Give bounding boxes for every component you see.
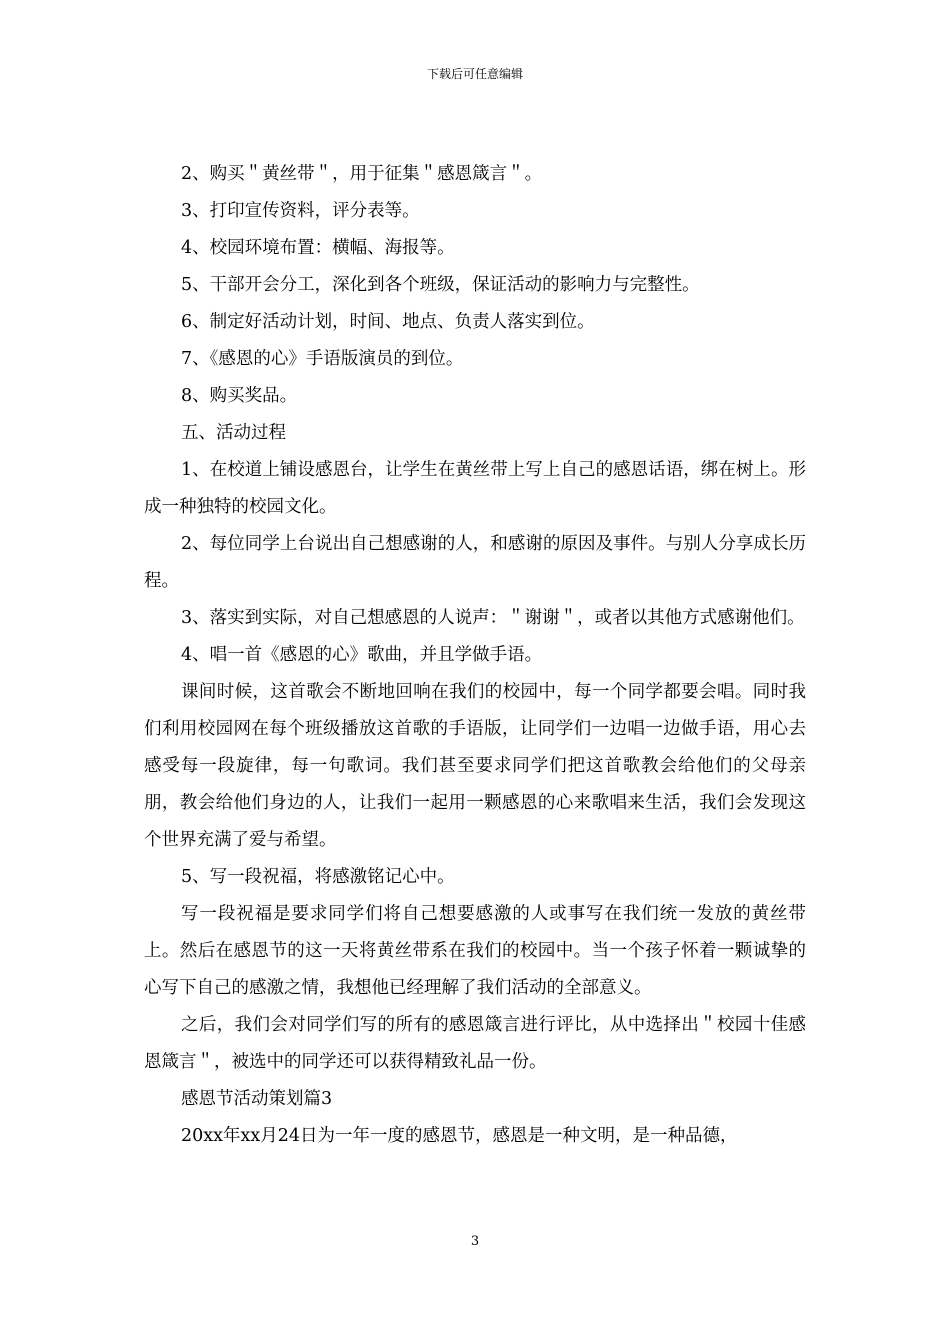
paragraph: 8、购买奖品。	[181, 386, 298, 406]
paragraph: 1、在校道上铺设感恩台，让学生在黄丝带上写上自己的感恩话语，绑在树上。形成一种独特的校园文化。	[144, 460, 806, 517]
paragraph: 6、制定好活动计划，时间、地点、负责人落实到位。	[181, 312, 595, 332]
paragraph: 2、购买＂黄丝带＂，用于征集＂感恩箴言＂。	[181, 164, 543, 184]
paragraph: 4、唱一首《感恩的心》歌曲，并且学做手语。	[181, 645, 543, 665]
paragraph: 20xx年xx月24日为一年一度的感恩节，感恩是一种文明，是一种品德，	[181, 1126, 738, 1146]
document-body	[144, 156, 806, 1155]
paragraph: 3、落实到实际，对自己想感恩的人说声：＂谢谢＂，或者以其他方式感谢他们。	[181, 608, 805, 628]
paragraph: 3、打印宣传资料，评分表等。	[181, 201, 420, 221]
section-heading: 感恩节活动策划篇3	[181, 1089, 333, 1109]
paragraph: 5、干部开会分工，深化到各个班级，保证活动的影响力与完整性。	[181, 275, 700, 295]
paragraph: 2、每位同学上台说出自己想感谢的人，和感谢的原因及事件。与别人分享成长历程。	[144, 534, 806, 591]
paragraph: 7、《感恩的心》手语版演员的到位。	[181, 349, 464, 369]
paragraph: 5、写一段祝福，将感激铭记心中。	[181, 867, 455, 887]
paragraph: 课间时候，这首歌会不断地回响在我们的校园中，每一个同学都要会唱。同时我们利用校园网在每个班级播放这首歌的手语版，让同学们一边唱一边做手语，用心去感受每一段旋律，每一句歌词。我们甚至要求同学们把这首歌教会给他们的父母亲朋，教会给他们身边的人，让我们一起用一颗感恩的心来歌唱来生活，我们会发现这个世界充满了爱与希望。	[144, 682, 806, 850]
page-number: 3	[470, 1234, 480, 1249]
section-heading: 五、活动过程	[181, 423, 286, 443]
paragraph: 写一段祝福是要求同学们将自己想要感激的人或事写在我们统一发放的黄丝带上。然后在感恩节的这一天将黄丝带系在我们的校园中。当一个孩子怀着一颗诚挚的心写下自己的感激之情，我想他已经理解了我们活动的全部意义。	[144, 904, 806, 998]
paragraph: 之后，我们会对同学们写的所有的感恩箴言进行评比，从中选择出＂校园十佳感恩箴言＂，被选中的同学还可以获得精致礼品一份。	[144, 1015, 806, 1072]
paragraph: 4、校园环境布置：横幅、海报等。	[181, 238, 455, 258]
page-header-note: 下载后可任意编辑	[426, 67, 523, 81]
